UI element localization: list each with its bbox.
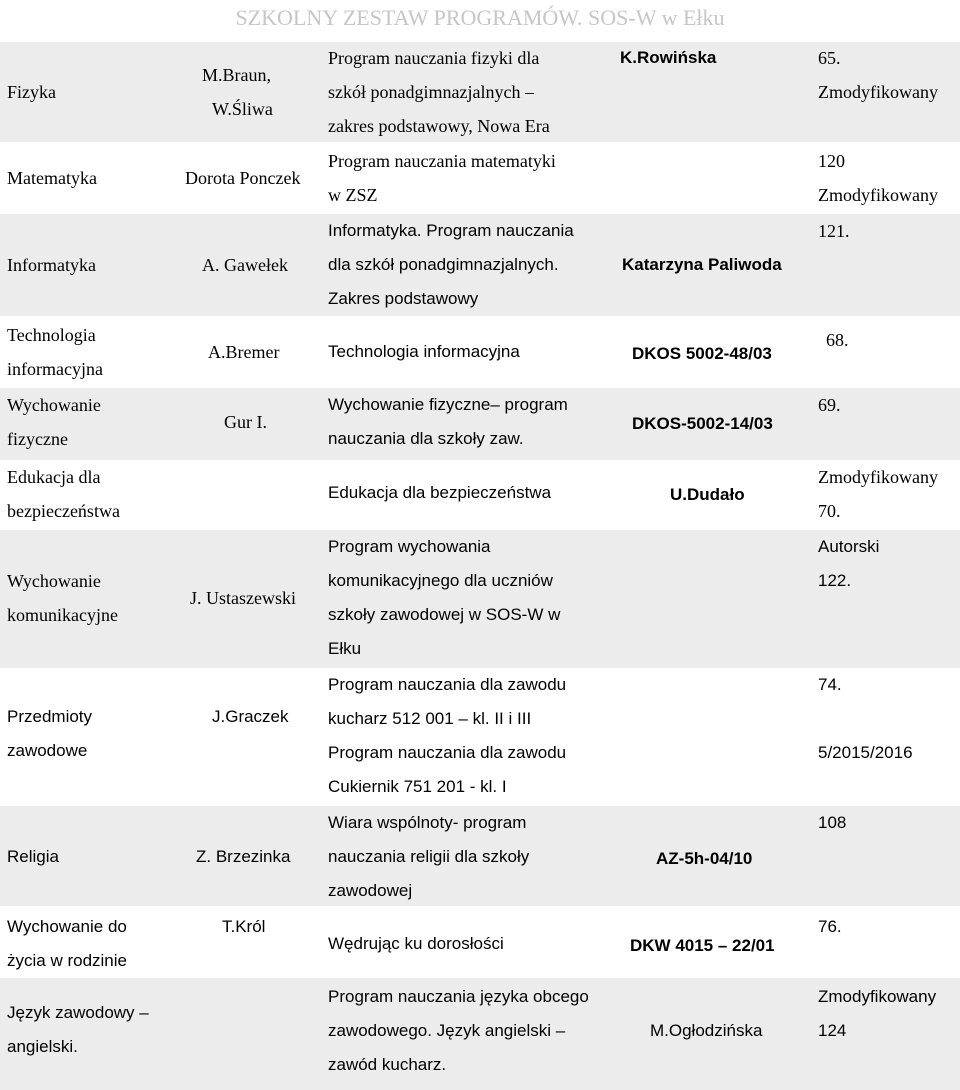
subject-label: Informatyka: [7, 255, 96, 275]
author-label: A. Gawełek: [202, 255, 288, 275]
subject-label: Edukacja dla: [7, 467, 101, 487]
program-code: AZ-5h-04/10: [656, 849, 753, 868]
subject-label: komunikacyjne: [7, 605, 118, 625]
subject-label: życia w rodzinie: [7, 951, 127, 970]
author-label: T.Król: [222, 917, 266, 936]
program-number: 120: [818, 151, 845, 171]
program-line: Program nauczania języka obcego: [328, 987, 589, 1006]
subject-label: Wychowanie: [7, 395, 101, 415]
subject-label: Wychowanie do: [7, 917, 127, 936]
program-code: DKOS 5002-48/03: [632, 344, 772, 363]
program-line: Program nauczania dla zawodu: [328, 743, 567, 762]
program-line: Zakres podstawowy: [328, 289, 479, 308]
program-line: komunikacyjnego dla uczniów: [328, 571, 553, 590]
program-code: DKW 4015 – 22/01: [630, 936, 775, 955]
program-number: 122.: [818, 571, 852, 590]
subject-label: Język zawodowy –: [7, 1003, 149, 1022]
page-header: SZKOLNY ZESTAW PROGRAMÓW. SOS-W w Ełku: [235, 5, 725, 30]
author-label: M.Braun,: [202, 65, 271, 85]
program-number: 65.: [818, 48, 841, 68]
program-line: zakres podstawowy, Nowa Era: [328, 116, 550, 136]
program-line: zawodowej: [328, 881, 413, 900]
program-line: Edukacja dla bezpieczeństwa: [328, 483, 552, 502]
subject-label: fizyczne: [7, 429, 68, 449]
author-label: J. Ustaszewski: [190, 588, 296, 608]
program-line: dla szkół ponadgimnazjalnych.: [328, 255, 559, 274]
program-code: U.Dudało: [670, 485, 745, 504]
subject-label: angielski.: [7, 1037, 78, 1056]
program-number: 68.: [826, 330, 849, 350]
program-number: 124: [818, 1021, 847, 1040]
subject-label: bezpieczeństwa: [7, 501, 120, 521]
program-line: Informatyka. Program nauczania: [328, 221, 574, 240]
program-number: 74.: [818, 675, 842, 694]
program-line: szkół ponadgimnazjalnych –: [328, 82, 534, 102]
program-line: nauczania dla szkoły zaw.: [328, 429, 524, 448]
subject-label: Wychowanie: [7, 571, 101, 591]
author-label: Gur I.: [224, 412, 267, 432]
program-status: Zmodyfikowany: [818, 987, 937, 1006]
author-label: A.Bremer: [208, 342, 280, 362]
program-line: nauczania religii dla szkoły: [328, 847, 530, 866]
subject-label: Technologia: [7, 325, 96, 345]
author-label: Z. Brzezinka: [196, 847, 291, 866]
program-line: Wychowanie fizyczne– program: [328, 395, 568, 414]
subject-label: informacyjna: [7, 359, 103, 379]
program-line: Cukiernik 751 201 - kl. I: [328, 777, 507, 796]
author-label: J.Graczek: [212, 707, 289, 726]
program-year: 5/2015/2016: [818, 743, 913, 762]
program-line: zawodowego. Język angielski –: [328, 1021, 566, 1040]
subject-label: zawodowe: [7, 741, 88, 760]
program-line: Wiara wspólnoty- program: [328, 813, 527, 832]
program-line: Ełku: [328, 639, 362, 658]
program-number: 69.: [818, 395, 841, 415]
program-number: 70.: [818, 501, 841, 521]
program-line: Program wychowania: [328, 537, 491, 556]
program-code: M.Ogłodzińska: [650, 1021, 763, 1040]
program-status: Zmodyfikowany: [818, 467, 938, 487]
program-line: zawód kucharz.: [328, 1055, 447, 1074]
program-status: Autorski: [818, 537, 880, 556]
program-line: w ZSZ: [328, 185, 378, 205]
program-line: kucharz 512 001 – kl. II i III: [328, 709, 532, 728]
program-line: Program nauczania matematyki: [328, 151, 556, 171]
program-number: 76.: [818, 917, 842, 936]
program-status: Zmodyfikowany: [818, 82, 938, 102]
program-line: Wędrując ku dorosłości: [328, 934, 504, 953]
program-status: Zmodyfikowany: [818, 185, 938, 205]
program-code: Katarzyna Paliwoda: [622, 255, 782, 274]
program-line: szkoły zawodowej w SOS-W w: [328, 605, 561, 624]
program-code: DKOS-5002-14/03: [632, 414, 773, 433]
subject-label: Religia: [7, 847, 59, 866]
subject-label: Przedmioty: [7, 707, 93, 726]
program-line: Program nauczania dla zawodu: [328, 675, 567, 694]
subject-label: Fizyka: [7, 82, 56, 102]
subject-label: Matematyka: [7, 168, 97, 188]
program-line: Technologia informacyjna: [328, 342, 520, 361]
program-line: Program nauczania fizyki dla: [328, 48, 540, 68]
program-number: 108: [818, 813, 847, 832]
author-label: Dorota Ponczek: [185, 168, 301, 188]
program-code: K.Rowińska: [620, 48, 717, 67]
author-label: W.Śliwa: [212, 99, 273, 119]
program-number: 121.: [818, 221, 850, 241]
